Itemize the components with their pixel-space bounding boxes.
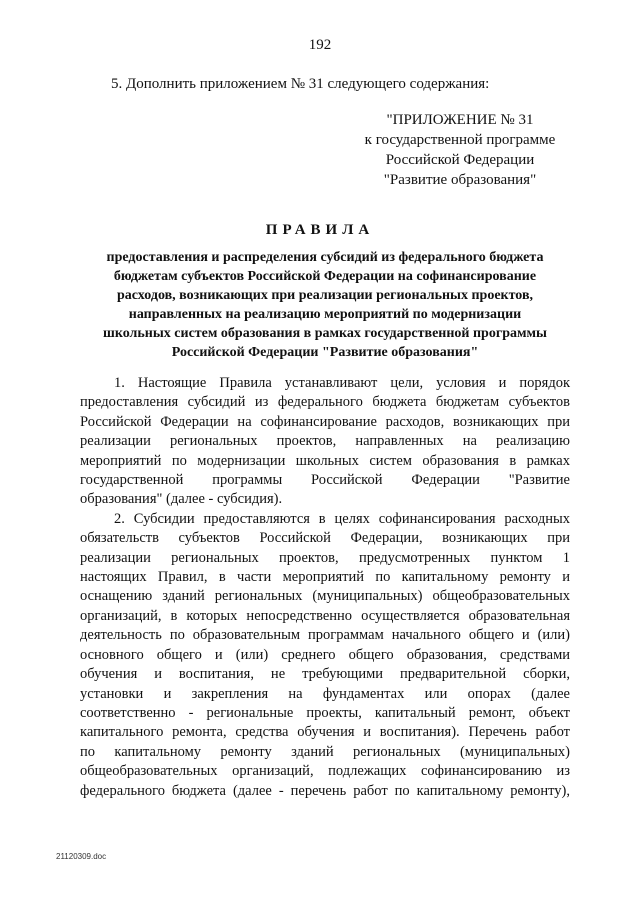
subtitle-line: расходов, возникающих при реализации региональных проектов, [116, 288, 534, 303]
paragraph-line: 1. Настоящие Правила устанавливают цели, условия и порядок [114, 375, 570, 391]
appendix-line: "ПРИЛОЖЕНИЕ № 31 [386, 112, 534, 128]
paragraph-line: реализации региональных проектов, предусмотренных пунктом 1 [80, 549, 570, 566]
paragraph-line: мероприятий по модернизации школьных систем образования в рамках [80, 452, 570, 469]
paragraph-line: соответственно - региональные проекты, капитальный ремонт, объект [80, 704, 570, 721]
subtitle-line: направленных на реализацию мероприятий по модернизации [128, 307, 522, 322]
paragraph-1 [80, 374, 570, 510]
appendix-line: Российской Федерации [385, 152, 535, 168]
paragraph-line: обязательств субъектов Российской Федерации, возникающих при [80, 530, 570, 547]
appendix-line: к государственной программе [364, 132, 556, 148]
subtitle-line: бюджетам субъектов Российской Федерации на софинансирование [113, 269, 537, 284]
page-number: 192 [308, 37, 332, 53]
paragraph-line: федерального бюджета (далее - перечень работ по капитальному ремонту), [80, 782, 570, 799]
paragraph-2 [80, 510, 570, 801]
file-name-footer: 21120309.doc [56, 852, 107, 861]
document-title: ПРАВИЛА [265, 222, 375, 238]
intro-line: 5. Дополнить приложением № 31 следующего содержания: [111, 76, 490, 92]
paragraph-line: настоящих Правил, в части мероприятий по капитальному ремонту и [80, 569, 570, 586]
paragraph-line: основного общего и (или) среднего общего образования, средствами [80, 646, 570, 663]
subtitle-line: Российской Федерации "Развитие образования" [171, 345, 479, 360]
appendix-line: "Развитие образования" [383, 172, 537, 188]
paragraph-line: государственной программы Российской Федерации "Развитие [80, 472, 570, 489]
paragraph-line: предоставления субсидий из федерального бюджета бюджетам субъектов [80, 394, 570, 411]
paragraph-line: по капитальному ремонту зданий региональных (муниципальных) [80, 743, 570, 760]
document-subtitle [80, 248, 570, 362]
paragraph-line: установки и закрепления на фундаментах или опорах (далее [80, 685, 570, 702]
paragraph-line: Российской Федерации на софинансирование расходов, возникающих при [80, 413, 570, 430]
document-body [80, 374, 570, 801]
paragraph-line: организаций, в которых непосредственно осуществляется образовательная [80, 607, 570, 624]
paragraph-line: реализации региональных проектов, направленных на реализацию [80, 433, 570, 450]
appendix-block [355, 110, 565, 190]
paragraph-line: обучения и воспитания, не требующими предварительной сборки, [80, 666, 570, 683]
paragraph-line: деятельность по образовательным программам начального общего и (или) [80, 627, 570, 644]
paragraph-line: капитального ремонта, средства обучения и воспитания). Перечень работ [80, 724, 570, 741]
paragraph-line: 2. Субсидии предоставляются в целях софинансирования расходных [114, 510, 570, 527]
paragraph-line: образования" (далее - субсидия). [80, 491, 283, 508]
subtitle-line: школьных систем образования в рамках государственной программы [103, 326, 547, 341]
paragraph-line: общеобразовательных организаций, подлежащих софинансированию из [80, 763, 570, 780]
paragraph-line: оснащению зданий региональных (муниципальных) общеобразовательных [80, 588, 570, 605]
subtitle-line: предоставления и распределения субсидий из федерального бюджета [106, 250, 544, 265]
